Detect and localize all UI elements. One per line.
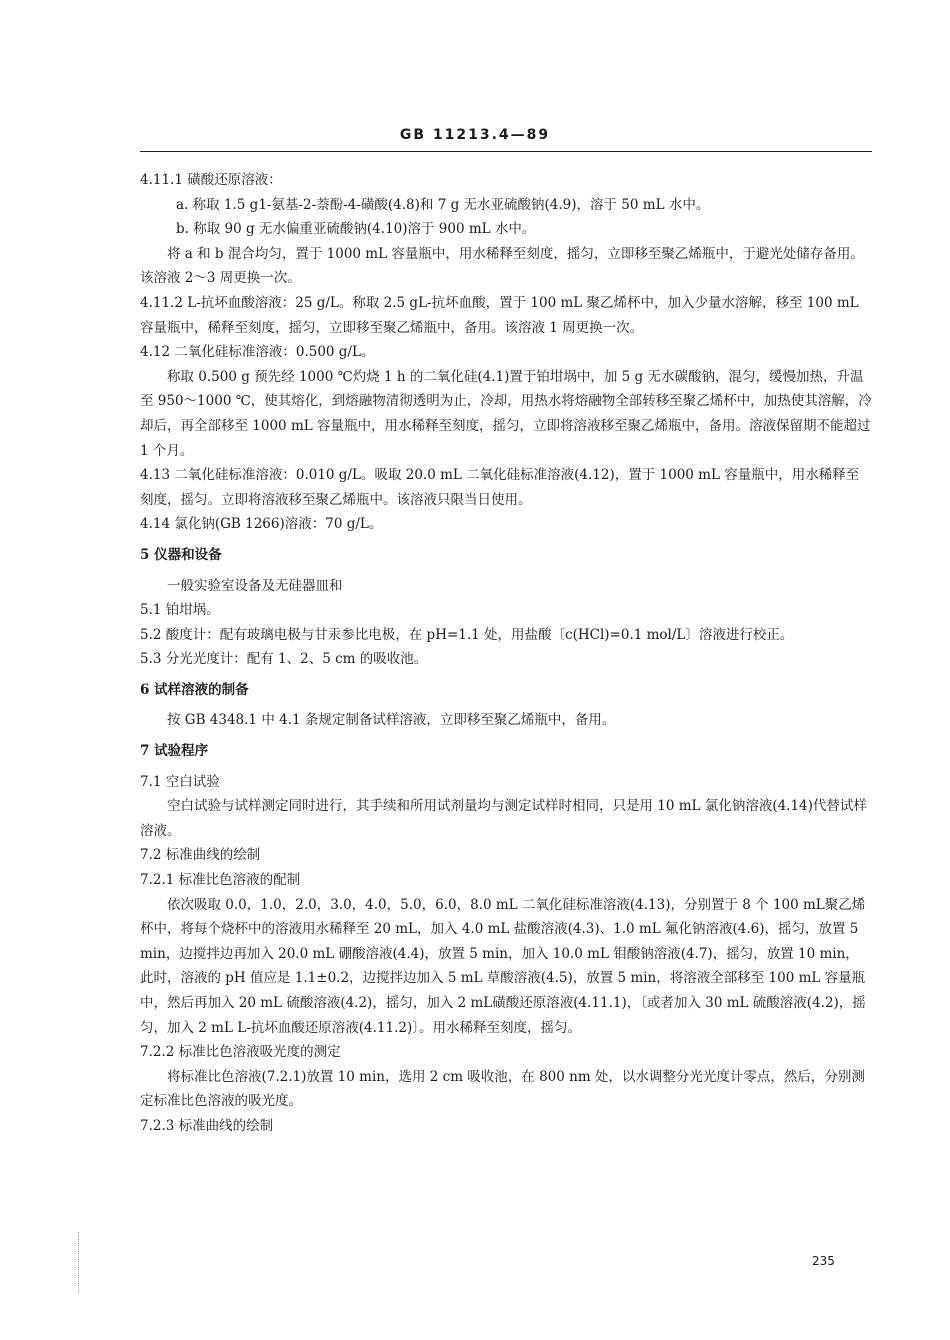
section-7-heading: 7 试验程序: [140, 743, 209, 760]
paragraph-standard-solution: 依次吸取 0.0，1.0，2.0，3.0，4.0，5.0，6.0，8.0 mL 二氧化硅标准溶液(4.13)，分别置于 8 个 100 mL聚乙烯杯中，将每个烧杯中的溶液用水稀释至 20 mL，加入 4.0 mL 盐酸溶液(4.3)、1.0 mL 氟化钠溶液(4.6)，摇匀，放置 5 min，边搅拌边再加入 20.0 mL 硼酸溶液(4.4)，放置 5 min，加入 10.0 mL 钼酸钠溶液(4.7)，摇匀，放置 10 min，此时，溶液的 pH 值应是 1.1±0.2，边搅拌边加入 5 mL 草酸溶液(4.5)，放置 5 min，将溶液全部移至 100 mL 容量瓶中，然后再加入 20 mL 硫酸溶液(4.2)，摇匀，加入 2 mL磺酸还原溶液(4.11.1)，〔或者加入 30 mL 硫酸溶液(4.2)，摇匀，加入 2 mL L-抗坏血酸还原溶液(4.11.2)〕。用水稀释至刻度，摇匀。: [140, 896, 866, 1036]
clause-7-1: 7.1 空白试验: [140, 773, 220, 790]
paragraph-sample-prep: 按 GB 4348.1 中 4.1 条规定制备试样溶液，立即移至聚乙烯瓶中，备用。: [167, 712, 616, 729]
clause-5-3: 5.3 分光光度计：配有 1、2、5 cm 的吸收池。: [140, 651, 428, 668]
clause-7-2-1: 7.2.1 标准比色溶液的配制: [140, 872, 301, 889]
document-body: [140, 168, 872, 1139]
section-6-heading: 6 试样溶液的制备: [140, 681, 249, 698]
clause-5-1: 5.1 铂坩埚。: [140, 602, 220, 619]
paragraph-silica-prep: 称取 0.500 g 预先经 1000 ℃灼烧 1 h 的二氧化硅(4.1)置于铂坩埚中，加 5 g 无水碳酸钠，混匀，缓慢加热，升温至 950～1000 ℃，使其熔化，到熔融物清彻透明为止，冷却，用热水将熔融物全部转移至聚乙烯杯中，加热使其溶解，冷却后，再全部移至 1000 mL 容量瓶中，用水稀释至刻度，摇匀，立即将溶液移至聚乙烯瓶中，备用。溶液保留期不能超过 1 个月。: [140, 368, 872, 459]
standard-code-header: GB 11213.4—89: [399, 127, 551, 143]
clause-5-2: 5.2 酸度计：配有玻璃电极与甘汞参比电极，在 pH=1.1 处，用盐酸〔c(HCl)=0.1 mol/L〕溶液进行校正。: [140, 626, 794, 643]
paragraph-equipment: 一般实验室设备及无硅器皿和: [167, 577, 343, 594]
clause-4-13: 4.13 二氧化硅标准溶液：0.010 g/L。吸取 20.0 mL 二氧化硅标准溶液(4.12)，置于 1000 mL 容量瓶中，用水稀释至刻度，摇匀。立即将溶液移至聚乙烯瓶中。该溶液只限当日使用。: [140, 467, 860, 508]
page-number: 235: [812, 1254, 835, 1268]
clause-4-11-1: 4.11.1 磺酸还原溶液：: [140, 172, 282, 188]
item-a: a. 称取 1.5 g1-氨基-2-萘酚-4-磺酸(4.8)和 7 g 无水亚硫酸钠(4.9)，溶于 50 mL 水中。: [176, 196, 710, 213]
clause-4-14: 4.14 氯化钠(GB 1266)溶液：70 g/L。: [140, 516, 383, 533]
header-rule: [140, 151, 872, 152]
clause-7-2: 7.2 标准曲线的绘制: [140, 847, 261, 864]
clause-7-2-2: 7.2.2 标准比色溶液吸光度的测定: [140, 1044, 341, 1061]
paragraph-blank-test: 空白试验与试样测定同时进行，其手续和所用试剂量均与测定试样时相同，只是用 10 mL 氯化钠溶液(4.14)代替试样溶液。: [140, 798, 867, 839]
paragraph-absorbance: 将标准比色溶液(7.2.1)放置 10 min，选用 2 cm 吸收池，在 800 nm 处，以水调整分光光度计零点，然后，分别测定标准比色溶液的吸光度。: [140, 1068, 865, 1110]
clause-7-2-3: 7.2.3 标准曲线的绘制: [140, 1117, 274, 1134]
section-5-heading: 5 仪器和设备: [140, 546, 222, 563]
paragraph-mix: 将 a 和 b 混合均匀，置于 1000 mL 容量瓶中，用水稀释至刻度，摇匀，立即移至聚乙烯瓶中，于避光处储存备用。该溶液 2～3 周更换一次。: [140, 245, 864, 287]
margin-mark: [78, 1232, 79, 1292]
item-b: b. 称取 90 g 无水偏重亚硫酸钠(4.10)溶于 900 mL 水中。: [176, 221, 536, 238]
clause-4-12: 4.12 二氧化硅标准溶液：0.500 g/L。: [140, 344, 375, 361]
clause-4-11-2: 4.11.2 L-抗坏血酸溶液：25 g/L。称取 2.5 gL-抗坏血酸，置于 100 mL 聚乙烯杯中，加入少量水溶解，移至 100 mL 容量瓶中，稀释至刻度，摇匀，立即移至聚乙烯瓶中，备用。该溶液 1 周更换一次。: [140, 294, 859, 336]
